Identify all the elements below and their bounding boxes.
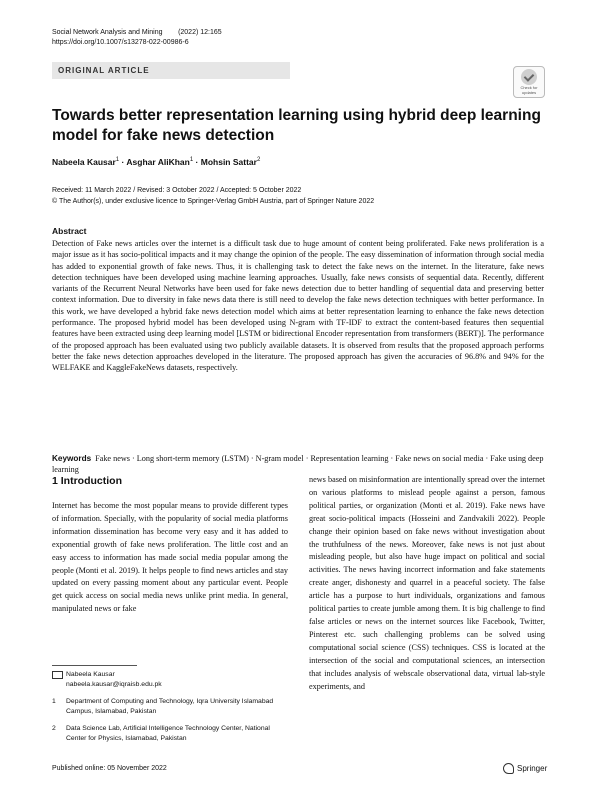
publisher-logo <box>503 763 547 774</box>
correspondence-footnote <box>52 665 288 751</box>
author-separator: · <box>193 157 201 167</box>
footnote-rule <box>52 665 137 666</box>
author-affiliation-mark: 2 <box>256 157 261 164</box>
affiliation <box>52 697 288 716</box>
corresponding-author-email[interactable]: nabeela.kausar@iqraisb.edu.pk <box>66 680 162 688</box>
author-list <box>52 157 260 167</box>
affiliation-text: Department of Computing and Technology, Iqra University Islamabad Campus, Islamabad, Pakistan <box>66 698 274 715</box>
intro-column-1: Internet has become the most popular means to provide different types of information. Specially, with the popularity of social media platforms information dissemination has become very easy and it has added to exponential growth of fake news proliferation. The little cost and an easy access to information has made social media popular among the people (Monti et al. 2019). It helps people to find news articles and stay updated on every passing moment about any particular event. People get quick access on social media news unlike print media. In general, manipulated news or fake <box>52 501 288 614</box>
intro-column-2: news based on misinformation are intentionally spread over the internet on various platforms to mislead people against a person, famous political parties, or organization (Monti et al. 2019). Fake news have great socio-political impacts (Hosseini and Zandvakili 2022). People change their opinion based on fake news without investigation about the truthfulness of the news. Moreover, fake news is not just about misleading people, but also have huge impact on political and social activities. The news having incorrect information and fake statements create anger, dishonesty and quarrel in a peaceful society. The false article has a purpose to hurt individuals, organizations and famous political parties to create jumble among them. It is big challenge to find false articles or news on the internet sources like Facebook, Twitter, Pinterest etc. such challenging problems can be solved using computational social science (CSS) techniques. CSS is located at the intersection of the social and computational sciences, an intersection that includes analysis of webscale observational data, virtual lab-style experiments, and <box>309 475 545 691</box>
springer-horse-icon <box>503 763 514 774</box>
journal-citation: (2022) 12:165 <box>178 29 222 36</box>
affiliation-mark: 1 <box>52 698 56 705</box>
checkmark-icon <box>521 69 537 85</box>
article-type-banner: ORIGINAL ARTICLE <box>52 62 290 79</box>
dates-line: Received: 11 March 2022 / Revised: 3 October 2022 / Accepted: 5 October 2022 <box>52 187 302 194</box>
envelope-icon <box>52 671 63 679</box>
author-name[interactable]: Mohsin Sattar <box>200 157 257 167</box>
abstract-text: Detection of Fake news articles over the internet is a difficult task due to huge amount of content being proliferated. Fake news proliferation is a major issue as it has socio-political impacts and it may change the opinion of the people. The easy dissemination of information through social media has added to exponential growth of fake news. Thus, it is challenging task to detect the fake news on the internet. In the literature, fake news detection techniques have been developed using machine learning approaches. Usually, fake news consists of sequential data. Recently, different variants of the Recurrent Neural Networks have been used for fake news detection due to better handling of sequential data and preserving better context information. Due to diversity in fake news data there is still need to develop the fake news detection techniques with better performance. In this work, we have developed a hybrid fake news detection model which aims at better representation learning to enhance the fake news detection performance. The proposed hybrid model has been developed using N-gram with TF-IDF to extract the content-based features then sequential features have been extracted using deep learning model [LSTM or bidirectional Encoder representation from transformers (BERT)]. The performance of the proposed approach has been evaluated using two publicly available datasets. It is observed from results that the proposed approach performs better the fake news detection approaches developed in the literature. The proposed approach has given the accuracies of 96.8% and 94% for the WELFAKE and KaggleFakeNews datasets, respectively. <box>52 239 544 373</box>
article-history <box>52 186 374 207</box>
published-online: Published online: 05 November 2022 <box>52 765 167 772</box>
correspondence-author <box>52 670 288 689</box>
section-heading: 1 Introduction <box>52 475 122 487</box>
journal-header <box>52 28 222 48</box>
author-name[interactable]: Nabeela Kausar <box>52 157 116 167</box>
check-updates-label: Check for <box>520 85 538 90</box>
affiliation <box>52 724 288 743</box>
affiliation-mark: 2 <box>52 725 56 732</box>
license-line: © The Author(s), under exclusive licence to Springer-Verlag GmbH Austria, part of Springer Nature 2022 <box>52 197 375 205</box>
check-updates-label-2: updates <box>521 90 537 95</box>
abstract-heading: Abstract <box>52 226 87 236</box>
author-name[interactable]: Asghar AliKhan <box>126 157 190 167</box>
author-affiliation-mark: 1 <box>115 157 120 164</box>
affiliation-text: Data Science Lab, Artificial Intelligence Technology Center, National Center for Physics, Islamabad, Pakistan <box>66 725 270 742</box>
author-affiliation-mark: 1 <box>189 157 194 164</box>
corresponding-author-name: Nabeela Kausar <box>66 671 115 678</box>
publisher-name: Springer <box>517 764 548 773</box>
check-updates-icon[interactable] <box>513 66 545 98</box>
keywords-label: Keywords <box>52 454 92 463</box>
doi-link[interactable]: https://doi.org/10.1007/s13278-022-00986-6 <box>52 39 189 46</box>
article-title: Towards better representation learning using hybrid deep learning model for fake news detection <box>52 107 541 144</box>
author-separator: · <box>119 157 127 167</box>
journal-name: Social Network Analysis and Mining <box>52 29 163 36</box>
keywords <box>52 453 544 476</box>
keywords-list: Fake news · Long short-term memory (LSTM) · N-gram model · Representation learning · Fake news on social media · Fake using deep learning <box>52 454 544 475</box>
